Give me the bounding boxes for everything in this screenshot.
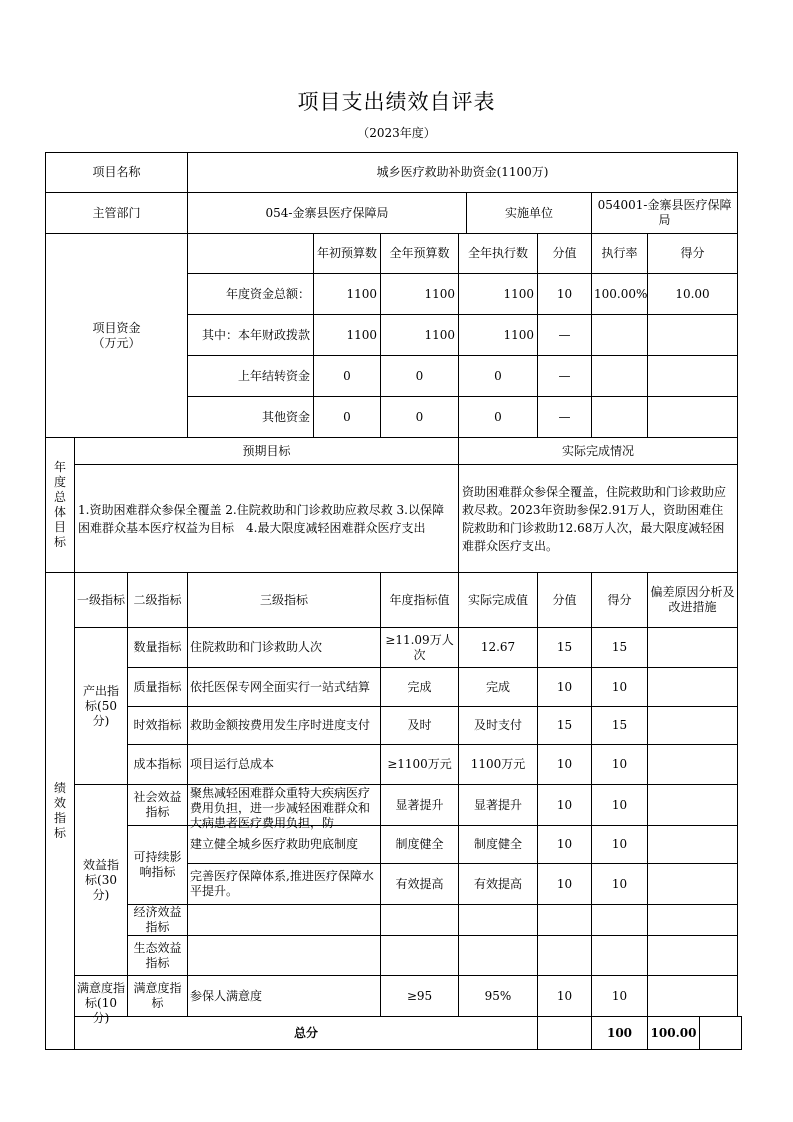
- funds-row-label: 其中：本年财政拨款: [188, 315, 314, 356]
- indicator-value: 10: [538, 785, 592, 826]
- satisfaction-label: 满意度指标(10分): [75, 976, 128, 1017]
- funds-score-value: —: [538, 397, 592, 438]
- indicator-l2: 可持续影响指标: [128, 826, 188, 905]
- indicator-target: 制度健全: [381, 826, 459, 864]
- indicator-note: [648, 745, 738, 785]
- funds-header-score: 得分: [648, 234, 738, 274]
- funds-annual: 0: [381, 356, 459, 397]
- funds-score: [648, 397, 738, 438]
- indicator-actual: 有效提高: [459, 864, 538, 905]
- goals-side-label: 年度总体目标: [46, 438, 75, 573]
- indicator-l3: 建立健全城乡医疗救助兜底制度: [188, 826, 381, 864]
- indicators-side-label: 绩效指标: [46, 573, 75, 1050]
- indicator-l3: 完善医疗保障体系,推进医疗保障水平提升。: [188, 864, 381, 905]
- indicator-target: ≥95: [381, 976, 459, 1017]
- indicator-row: [46, 785, 742, 826]
- funds-executed: 1100: [459, 315, 538, 356]
- indicator-row: [46, 668, 742, 707]
- indicator-l3: 参保人满意度: [188, 976, 381, 1017]
- header-value: 分值: [538, 573, 592, 628]
- indicator-l3: 聚焦减轻困难群众重特大疾病医疗费用负担，进一步减轻困难群众和大病患者医疗费用负担，防: [188, 785, 381, 826]
- indicator-value: 10: [538, 976, 592, 1017]
- funds-annual: 0: [381, 397, 459, 438]
- header-l1: 一级指标: [75, 573, 128, 628]
- funds-score-value: 10: [538, 274, 592, 315]
- funds-score: 10.00: [648, 274, 738, 315]
- goals-actual-header: 实际完成情况: [459, 438, 738, 465]
- indicator-l2: 质量指标: [128, 668, 188, 707]
- indicator-row: [46, 745, 742, 785]
- funds-rate: 100.00%: [592, 274, 648, 315]
- indicator-score: 15: [592, 628, 648, 668]
- funds-initial: 1100: [314, 274, 381, 315]
- indicator-value: 10: [538, 668, 592, 707]
- impl-value: 054001-金寨县医疗保障局: [592, 193, 738, 234]
- header-note: 偏差原因分析及改进措施: [648, 573, 738, 628]
- total-value: 100: [592, 1017, 648, 1050]
- indicator-actual: 12.67: [459, 628, 538, 668]
- indicator-value: 10: [538, 826, 592, 864]
- goals-header-row: [46, 438, 742, 465]
- indicator-l2: 时效指标: [128, 707, 188, 745]
- indicator-row: [46, 826, 742, 864]
- funds-score: [648, 356, 738, 397]
- goals-actual: 资助困难群众参保全覆盖，住院救助和门诊救助应救尽救。2023年资助参保2.91万人，资助困难住院救助和门诊救助12.68万人次，最大限度减轻困难群众医疗支出。: [459, 465, 738, 573]
- indicator-value: [538, 936, 592, 976]
- indicator-target: ≥1100万元: [381, 745, 459, 785]
- funds-initial: 0: [314, 397, 381, 438]
- indicator-actual: 1100万元: [459, 745, 538, 785]
- indicator-target: 完成: [381, 668, 459, 707]
- funds-rate: [592, 397, 648, 438]
- funds-annual: 1100: [381, 274, 459, 315]
- funds-label: 项目资金 （万元）: [46, 234, 188, 438]
- header-score: 得分: [592, 573, 648, 628]
- funds-score: [648, 315, 738, 356]
- indicator-note: [648, 707, 738, 745]
- indicator-l2: 满意度指标: [128, 976, 188, 1017]
- funds-executed: 0: [459, 356, 538, 397]
- indicator-score: [592, 936, 648, 976]
- indicator-score: 10: [592, 785, 648, 826]
- indicator-value: 15: [538, 628, 592, 668]
- indicator-score: [592, 905, 648, 936]
- indicator-note: [648, 628, 738, 668]
- indicator-l2: 生态效益指标: [128, 936, 188, 976]
- indicator-l2: 数量指标: [128, 628, 188, 668]
- indicator-target: [381, 936, 459, 976]
- goals-expected-header: 预期目标: [75, 438, 459, 465]
- funds-row-label: 年度资金总额：: [188, 274, 314, 315]
- indicator-target: [381, 905, 459, 936]
- indicator-score: 10: [592, 745, 648, 785]
- indicator-row: [46, 936, 742, 976]
- page-title: 项目支出绩效自评表: [297, 90, 496, 114]
- header-actual: 实际完成值: [459, 573, 538, 628]
- effect-label: 效益指标(30分): [75, 785, 128, 976]
- header-l2: 二级指标: [128, 573, 188, 628]
- year-subtitle: （2023年度）: [357, 126, 436, 140]
- goals-content-row: [46, 465, 742, 573]
- indicator-note: [648, 976, 738, 1017]
- indicator-note: [648, 905, 738, 936]
- dept-value: 054-金寨县医疗保障局: [188, 193, 467, 234]
- indicator-l3: [188, 905, 381, 936]
- indicator-score: 10: [592, 976, 648, 1017]
- project-name-label: 项目名称: [46, 153, 188, 193]
- indicator-actual: 显著提升: [459, 785, 538, 826]
- indicator-actual: 完成: [459, 668, 538, 707]
- indicator-l3: [188, 936, 381, 976]
- funds-score-value: —: [538, 356, 592, 397]
- indicator-value: [538, 905, 592, 936]
- total-note: [700, 1017, 742, 1050]
- indicator-l3: 住院救助和门诊救助人次: [188, 628, 381, 668]
- indicator-note: [648, 864, 738, 905]
- funds-header-annual: 全年预算数: [381, 234, 459, 274]
- total-row: [46, 1017, 742, 1050]
- indicator-note: [648, 668, 738, 707]
- indicator-score: 10: [592, 864, 648, 905]
- total-blank: [538, 1017, 592, 1050]
- indicator-score: 10: [592, 826, 648, 864]
- indicators-header-row: [46, 573, 742, 628]
- indicator-actual: 及时支付: [459, 707, 538, 745]
- indicator-actual: [459, 905, 538, 936]
- indicator-l3: 依托医保专网全面实行一站式结算: [188, 668, 381, 707]
- indicator-target: 显著提升: [381, 785, 459, 826]
- funds-initial: 1100: [314, 315, 381, 356]
- indicator-actual: 制度健全: [459, 826, 538, 864]
- indicator-value: 10: [538, 745, 592, 785]
- indicator-note: [648, 785, 738, 826]
- funds-header-rate: 执行率: [592, 234, 648, 274]
- project-name-row: [46, 153, 742, 193]
- funds-score-value: —: [538, 315, 592, 356]
- indicator-row: [46, 976, 742, 1017]
- dept-label: 主管部门: [46, 193, 188, 234]
- funds-header-initial: 年初预算数: [314, 234, 381, 274]
- header-l3: 三级指标: [188, 573, 381, 628]
- impl-label: 实施单位: [467, 193, 592, 234]
- project-name-value: 城乡医疗救助补助资金(1100万): [188, 153, 738, 193]
- funds-executed: 1100: [459, 274, 538, 315]
- indicator-actual: [459, 936, 538, 976]
- indicator-l2: 社会效益指标: [128, 785, 188, 826]
- indicator-note: [648, 936, 738, 976]
- funds-annual: 1100: [381, 315, 459, 356]
- indicator-target: 及时: [381, 707, 459, 745]
- output-label: 产出指标(50分): [75, 628, 128, 785]
- indicator-value: 10: [538, 864, 592, 905]
- indicator-actual: 95%: [459, 976, 538, 1017]
- total-label: 总分: [75, 1017, 538, 1050]
- funds-rate: [592, 356, 648, 397]
- indicator-target: 有效提高: [381, 864, 459, 905]
- funds-row-label: 其他资金: [188, 397, 314, 438]
- funds-header-score-value: 分值: [538, 234, 592, 274]
- funds-executed: 0: [459, 397, 538, 438]
- goals-expected: 1.资助困难群众参保全覆盖 2.住院救助和门诊救助应救尽救 3.以保障困难群众基本医疗权益为目标 4.最大限度减轻困难群众医疗支出: [75, 465, 459, 573]
- indicator-value: 15: [538, 707, 592, 745]
- indicator-l3: 项目运行总成本: [188, 745, 381, 785]
- indicator-score: 15: [592, 707, 648, 745]
- funds-row-label: 上年结转资金: [188, 356, 314, 397]
- indicator-row: [46, 707, 742, 745]
- indicator-target: ≥11.09万人次: [381, 628, 459, 668]
- funds-header-executed: 全年执行数: [459, 234, 538, 274]
- header-target: 年度指标值: [381, 573, 459, 628]
- indicator-l3: 救助金额按费用发生序时进度支付: [188, 707, 381, 745]
- indicator-l2: 经济效益指标: [128, 905, 188, 936]
- indicator-note: [648, 826, 738, 864]
- funds-header-blank: [188, 234, 314, 274]
- total-score: 100.00: [648, 1017, 700, 1050]
- department-row: [46, 193, 742, 234]
- funds-rate: [592, 315, 648, 356]
- self-evaluation-table: [45, 152, 742, 1050]
- funds-header-row: [46, 234, 742, 274]
- indicator-row: [46, 905, 742, 936]
- indicator-score: 10: [592, 668, 648, 707]
- indicator-row: [46, 628, 742, 668]
- indicator-l2: 成本指标: [128, 745, 188, 785]
- funds-initial: 0: [314, 356, 381, 397]
